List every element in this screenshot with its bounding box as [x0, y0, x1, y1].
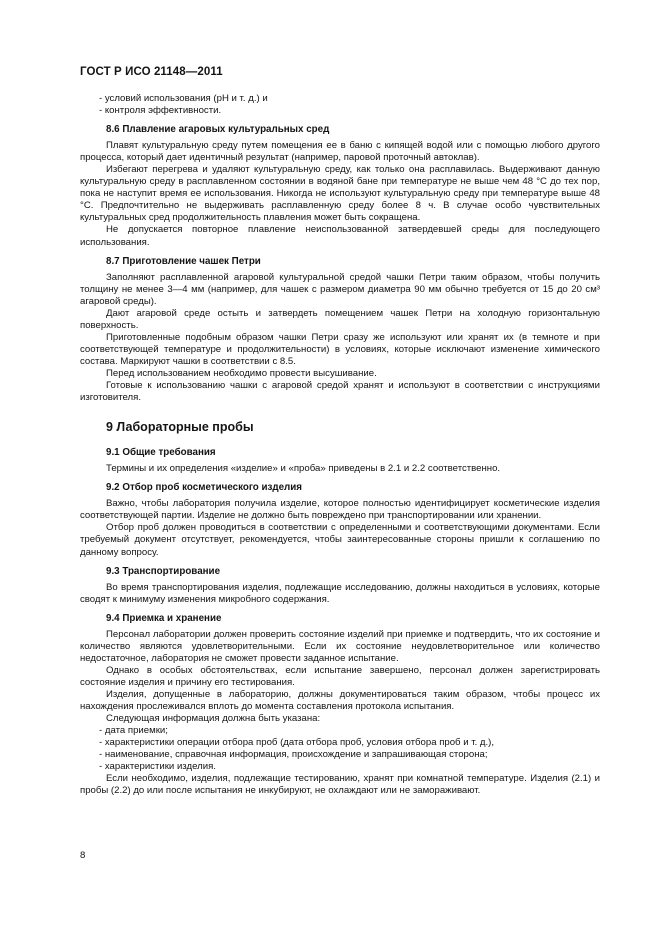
subsection-heading-9-4: 9.4 Приемка и хранение [106, 612, 222, 624]
paragraph: Важно, чтобы лаборатория получила изделие, которое полностью идентифицирует косметические изделия соответствующей партии. Изделие не должно быть повреждено при транспортировании или хранении. [80, 498, 600, 522]
paragraph: Персонал лаборатории должен проверить состояние изделий при приемке и подтвердить, что их состояние и количество являются удовлетворительными. Если их состояние неудовлетворительное или количество недостаточное, лаборатория не сможет провести заданное испытание. [80, 628, 600, 664]
section-heading-9: 9 Лабораторные пробы [106, 420, 254, 435]
paragraph: Отбор проб должен проводиться в соответствии с определенными и соответствующими документами. Если требуемый документ отсутствует, рекомендуется, чтобы заинтересованные стороны пришли к соглашению по данному вопросу. [80, 522, 600, 558]
paragraph: Во время транспортирования изделия, подлежащие исследованию, должны находиться в условиях, которые сводят к минимуму изменения микробного содержания. [80, 581, 600, 605]
list-item: - дата приемки; [99, 725, 168, 737]
list-item: - наименование, справочная информация, происхождение и запрашивающая сторона; [99, 749, 488, 761]
list-item: - характеристики изделия. [99, 761, 216, 773]
subsection-heading-9-3: 9.3 Транспортирование [106, 565, 221, 577]
subsection-heading-9-1: 9.1 Общие требования [106, 447, 216, 459]
list-item: - характеристики операции отбора проб (дата отбора проб, условия отбора проб и т. д.), [99, 737, 495, 749]
paragraph: Не допускается повторное плавление неиспользованной затвердевшей среды для последующего использования. [80, 224, 600, 248]
paragraph: Перед использованием необходимо провести высушивание. [106, 367, 377, 379]
paragraph: Следующая информация должна быть указана: [106, 713, 321, 725]
subsection-heading-8-7: 8.7 Приготовление чашек Петри [106, 255, 261, 267]
document-header: ГОСТ Р ИСО 21148—2011 [80, 66, 223, 78]
paragraph: Заполняют расплавленной агаровой культуральной средой чашки Петри таким образом, чтобы получить толщину не менее 3—4 мм (например, для чашек с размером диаметра 90 мм обычно требуется от 15 до 20 см³ агаровой среды). [80, 271, 600, 307]
paragraph: Термины и их определения «изделие» и «проба» приведены в 2.1 и 2.2 соответственно. [106, 463, 501, 475]
paragraph: Однако в особых обстоятельствах, если испытание завершено, персонал должен зарегистрировать состояние изделия и причину его тестирования. [80, 664, 600, 688]
document-body [80, 93, 600, 797]
subsection-heading-8-6: 8.6 Плавление агаровых культуральных сред [106, 124, 330, 136]
list-item: - контроля эффективности. [99, 105, 222, 117]
paragraph: Изделия, допущенные в лабораторию, должны документироваться таким образом, чтобы процесс их нахождения прослеживался вплоть до момента составления протокола испытания. [80, 688, 600, 713]
paragraph: Приготовленные подобным образом чашки Петри сразу же используют или хранят их (в темноте и при соответствующей температуре и продолжительности) в условиях, которые исключают изменение химического состава. Маркируют чашки в соответствии с 8.5. [80, 331, 600, 367]
paragraph: Плавят культуральную среду путем помещения ее в баню с кипящей водой или с помощью любого другого процесса, который дает идентичный результат (например, паровой проточный автоклав). [80, 140, 600, 164]
paragraph: Если необходимо, изделия, подлежащие тестированию, хранят при комнатной температуре. Изделия (2.1) и пробы (2.2) до или после испытания не инкубируют, не охлаждают или не замораживают. [80, 773, 600, 797]
paragraph: Готовые к использованию чашки с агаровой средой хранят и используют в соответствии с инструкциями изготовителя. [80, 380, 600, 404]
list-item: - условий использования (pH и т. д.) и [99, 93, 268, 104]
page-number: 8 [80, 850, 86, 861]
paragraph: Избегают перегрева и удаляют культуральную среду, как только она расплавилась. Выдерживают данную культуральную среду в расплавленном состоянии в водяной бане при температуре не выше чем 48 °С до тех пор, пока не наступит время ее использования. Никогда не используют культуральную среду при температуре выше 48 °С. Предпочтительно не выдерживать расплавленную среду более 8 ч. В случае особо чувствительных культуральных сред продолжительность плавления может быть сокращена. [80, 164, 600, 224]
subsection-heading-9-2: 9.2 Отбор проб косметического изделия [106, 482, 303, 494]
paragraph: Дают агаровой среде остыть и затвердеть помещением чашек Петри на холодную горизонтальную поверхность. [80, 307, 600, 331]
